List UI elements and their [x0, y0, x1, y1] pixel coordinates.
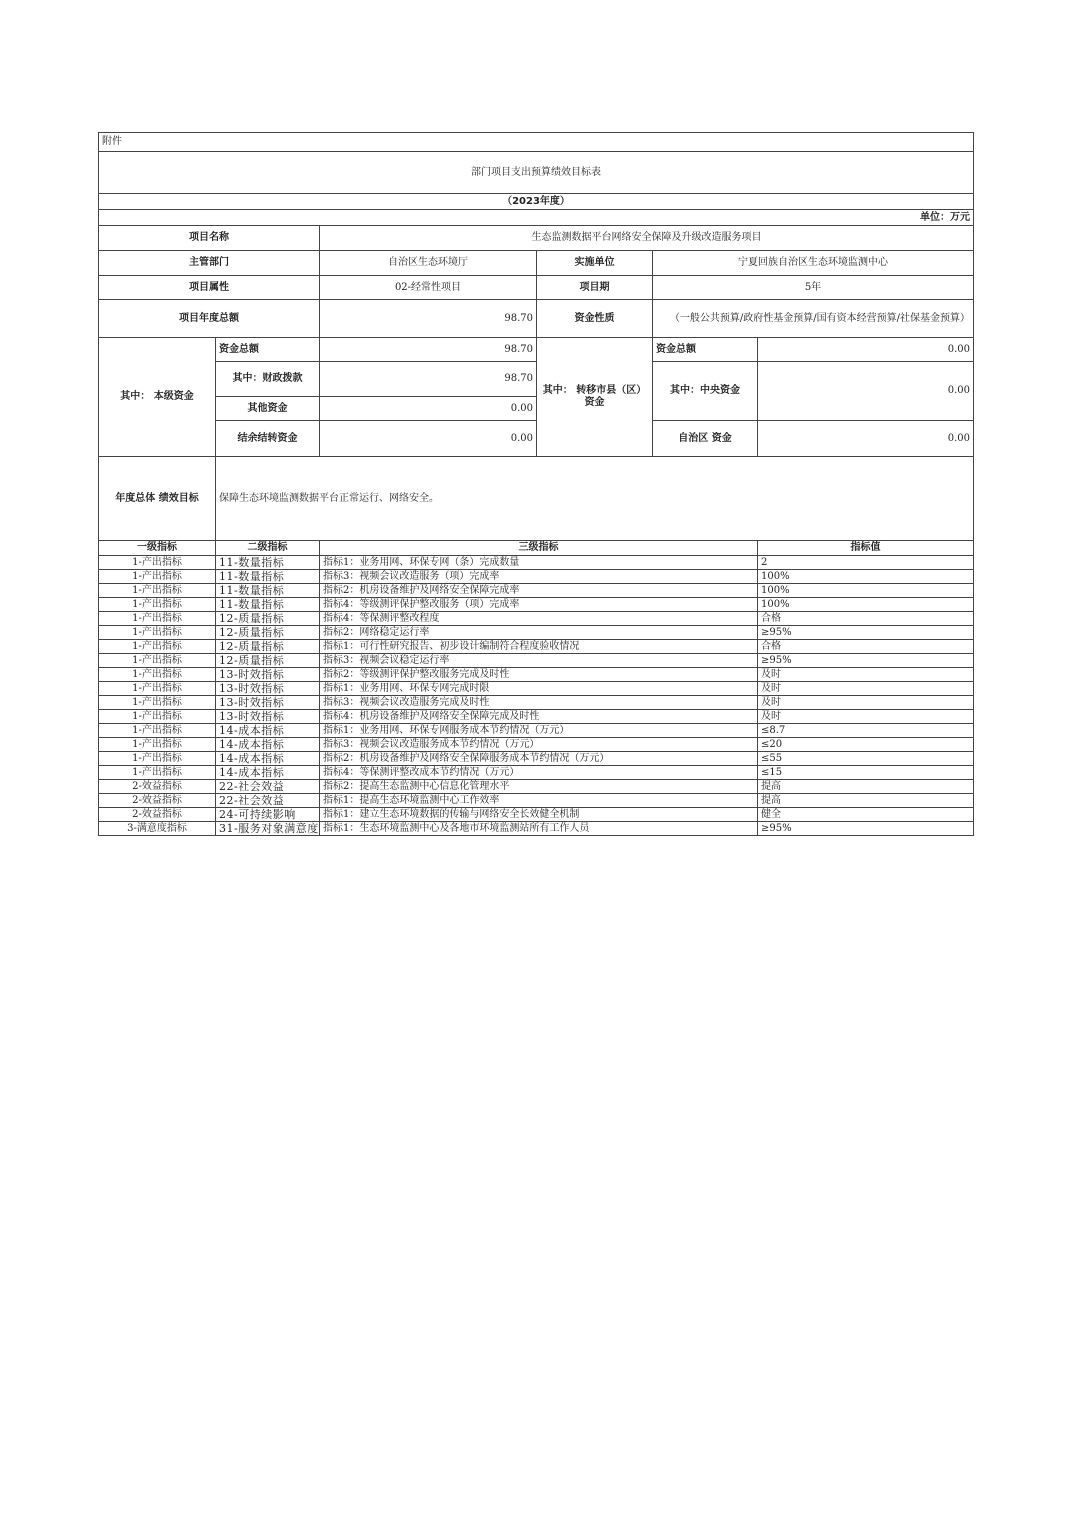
- indicator-value: 及时: [758, 668, 974, 682]
- other-label: 其他资金: [216, 397, 320, 421]
- indicator-level2: 13-时效指标: [216, 682, 320, 696]
- indicator-level2: 13-时效指标: [216, 710, 320, 724]
- indicator-level3: 指标4：等保测评整改程度: [320, 612, 758, 626]
- indicator-level3: 指标2：机房设备维护及网络安全保障服务成本节约情况（万元）: [320, 752, 758, 766]
- fund-nature-value: （一般公共预算/政府性基金预算/国有资本经营预算/社保基金预算）: [653, 300, 974, 338]
- indicator-level1: 1-产出指标: [99, 598, 216, 612]
- indicator-row: [99, 724, 974, 738]
- indicator-level2: 11-数量指标: [216, 570, 320, 584]
- indicator-level1: 1-产出指标: [99, 752, 216, 766]
- indicator-level1: 1-产出指标: [99, 612, 216, 626]
- project-name-label: 项目名称: [99, 226, 320, 251]
- indicator-level1: 1-产出指标: [99, 682, 216, 696]
- fiscal-value: 98.70: [320, 362, 537, 397]
- indicator-row: [99, 612, 974, 626]
- indicator-level2: 13-时效指标: [216, 668, 320, 682]
- transfer-funds-label: 其中： 转移市县（区）资金: [537, 338, 653, 457]
- other-value: 0.00: [320, 397, 537, 421]
- indicator-level3: 指标4：机房设备维护及网络安全保障完成及时性: [320, 710, 758, 724]
- indicator-level2: 11-数量指标: [216, 556, 320, 570]
- indicator-level1: 1-产出指标: [99, 724, 216, 738]
- unit-label: 单位：万元: [99, 210, 974, 226]
- indicator-level2: 12-质量指标: [216, 640, 320, 654]
- indicator-value: ≥95%: [758, 626, 974, 640]
- indicator-row: [99, 752, 974, 766]
- indicator-level2: 13-时效指标: [216, 696, 320, 710]
- indicator-value: 100%: [758, 598, 974, 612]
- indicator-level2: 12-质量指标: [216, 654, 320, 668]
- indicator-row: [99, 668, 974, 682]
- page-title: 部门项目支出预算绩效目标表: [99, 152, 974, 194]
- indicator-row: [99, 640, 974, 654]
- indicator-row: [99, 808, 974, 822]
- indicator-value: 合格: [758, 640, 974, 654]
- indicator-value: 100%: [758, 570, 974, 584]
- fund-nature-label: 资金性质: [537, 300, 653, 338]
- indicator-level1: 1-产出指标: [99, 710, 216, 724]
- indicator-row: [99, 780, 974, 794]
- indicator-level3: 指标1：生态环境监测中心及各地市环境监测站所有工作人员: [320, 822, 758, 836]
- indicator-level2: 14-成本指标: [216, 738, 320, 752]
- goal-label: 年度总体 绩效目标: [99, 457, 216, 541]
- indicator-level3: 指标1：建立生态环境数据的传输与网络安全长效健全机制: [320, 808, 758, 822]
- indicator-level2: 22-社会效益: [216, 780, 320, 794]
- impl-unit-value: 宁夏回族自治区生态环境监测中心: [653, 251, 974, 276]
- indicator-row: [99, 710, 974, 724]
- indicator-level3: 指标1：业务用网、环保专网服务成本节约情况（万元）: [320, 724, 758, 738]
- indicator-level2: 14-成本指标: [216, 724, 320, 738]
- indicator-row: [99, 822, 974, 836]
- indicator-value: ≤20: [758, 738, 974, 752]
- indicator-level3: 指标2：机房设备维护及网络安全保障完成率: [320, 584, 758, 598]
- indicator-level3: 指标1：提高生态环境监测中心工作效率: [320, 794, 758, 808]
- indicator-level3: 指标1：业务用网、环保专网完成时限: [320, 682, 758, 696]
- fund-total2-value: 0.00: [758, 338, 974, 362]
- indicator-level1: 1-产出指标: [99, 626, 216, 640]
- indicator-level1: 1-产出指标: [99, 766, 216, 780]
- indicator-level1: 1-产出指标: [99, 696, 216, 710]
- indicator-row: [99, 626, 974, 640]
- indicator-value: 及时: [758, 710, 974, 724]
- central-label: 其中：中央资金: [653, 362, 758, 421]
- indicator-level1: 1-产出指标: [99, 640, 216, 654]
- indicator-level1: 1-产出指标: [99, 738, 216, 752]
- indicator-value: 提高: [758, 780, 974, 794]
- indicator-row: [99, 794, 974, 808]
- indicator-value: 100%: [758, 584, 974, 598]
- indicator-level3: 指标1：业务用网、环保专网（条）完成数量: [320, 556, 758, 570]
- indicator-level3: 指标1：可行性研究报告、初步设计编制符合程度验收情况: [320, 640, 758, 654]
- annual-total-value: 98.70: [320, 300, 537, 338]
- indicator-level2: 24-可持续影响: [216, 808, 320, 822]
- indicator-level1: 1-产出指标: [99, 570, 216, 584]
- indicator-value: ≤15: [758, 766, 974, 780]
- indicator-level1: 2-效益指标: [99, 780, 216, 794]
- year-label: （2023年度）: [99, 194, 974, 210]
- indicator-level2: 11-数量指标: [216, 598, 320, 612]
- indicator-row: [99, 654, 974, 668]
- indicator-level1: 1-产出指标: [99, 556, 216, 570]
- indicator-level1: 1-产出指标: [99, 584, 216, 598]
- region-value: 0.00: [758, 421, 974, 457]
- carryover-label: 结余结转资金: [216, 421, 320, 457]
- indicator-value: 及时: [758, 696, 974, 710]
- period-label: 项目期: [537, 276, 653, 300]
- indicator-value: ≤55: [758, 752, 974, 766]
- indicator-level2: 14-成本指标: [216, 752, 320, 766]
- indicator-level1: 1-产出指标: [99, 654, 216, 668]
- fund-total2-label: 资金总额: [653, 338, 758, 362]
- indicator-value: ≥95%: [758, 654, 974, 668]
- dept-value: 自治区生态环境厅: [320, 251, 537, 276]
- indicator-level3: 指标3：视频会议稳定运行率: [320, 654, 758, 668]
- indicator-level2: 12-质量指标: [216, 612, 320, 626]
- indicator-row: [99, 570, 974, 584]
- indicator-level3: 指标2：网络稳定运行率: [320, 626, 758, 640]
- dept-label: 主管部门: [99, 251, 320, 276]
- col-header-level2: 二级指标: [216, 541, 320, 556]
- col-header-level3: 三级指标: [320, 541, 758, 556]
- indicator-level1: 3-满意度指标: [99, 822, 216, 836]
- indicator-level3: 指标3：视频会议改造服务完成及时性: [320, 696, 758, 710]
- region-label: 自治区 资金: [653, 421, 758, 457]
- indicator-level2: 14-成本指标: [216, 766, 320, 780]
- fund-total-value: 98.70: [320, 338, 537, 362]
- budget-table: [98, 132, 974, 836]
- budget-performance-sheet: [98, 132, 973, 836]
- indicator-level3: 指标3：视频会议改造服务（项）完成率: [320, 570, 758, 584]
- attachment-label: 附件: [99, 133, 974, 152]
- attr-value: 02-经常性项目: [320, 276, 537, 300]
- indicator-value: 及时: [758, 682, 974, 696]
- indicator-level1: 2-效益指标: [99, 808, 216, 822]
- indicator-value: 提高: [758, 794, 974, 808]
- indicator-value: 2: [758, 556, 974, 570]
- goal-value: 保障生态环境监测数据平台正常运行、网络安全。: [216, 457, 974, 541]
- indicator-value: ≥95%: [758, 822, 974, 836]
- central-value: 0.00: [758, 362, 974, 421]
- indicator-value: ≤8.7: [758, 724, 974, 738]
- indicator-level2: 12-质量指标: [216, 626, 320, 640]
- indicator-level3: 指标3：视频会议改造服务成本节约情况（万元）: [320, 738, 758, 752]
- indicator-row: [99, 696, 974, 710]
- indicator-level2: 11-数量指标: [216, 584, 320, 598]
- annual-total-label: 项目年度总额: [99, 300, 320, 338]
- indicator-row: [99, 766, 974, 780]
- impl-unit-label: 实施单位: [537, 251, 653, 276]
- indicator-row: [99, 738, 974, 752]
- indicator-level2: 22-社会效益: [216, 794, 320, 808]
- fund-total-label: 资金总额: [216, 338, 320, 362]
- attr-label: 项目属性: [99, 276, 320, 300]
- indicator-row: [99, 682, 974, 696]
- indicator-row: [99, 598, 974, 612]
- indicator-level3: 指标4：等保测评整改成本节约情况（万元）: [320, 766, 758, 780]
- indicator-rows: [99, 556, 974, 836]
- indicator-value: 健全: [758, 808, 974, 822]
- indicator-level2: 31-服务对象满意度: [216, 822, 320, 836]
- indicator-level3: 指标2：提高生态监测中心信息化管理水平: [320, 780, 758, 794]
- indicator-row: [99, 584, 974, 598]
- indicator-level1: 1-产出指标: [99, 668, 216, 682]
- local-funds-label: 其中： 本级资金: [99, 338, 216, 457]
- col-header-level1: 一级指标: [99, 541, 216, 556]
- indicator-level3: 指标4：等级测评保护整改服务（项）完成率: [320, 598, 758, 612]
- fiscal-label: 其中：财政拨款: [216, 362, 320, 397]
- carryover-value: 0.00: [320, 421, 537, 457]
- indicator-value: 合格: [758, 612, 974, 626]
- indicator-row: [99, 556, 974, 570]
- col-header-value: 指标值: [758, 541, 974, 556]
- project-name-value: 生态监测数据平台网络安全保障及升级改造服务项目: [320, 226, 974, 251]
- period-value: 5年: [653, 276, 974, 300]
- indicator-level1: 2-效益指标: [99, 794, 216, 808]
- indicator-level3: 指标2：等级测评保护整改服务完成及时性: [320, 668, 758, 682]
